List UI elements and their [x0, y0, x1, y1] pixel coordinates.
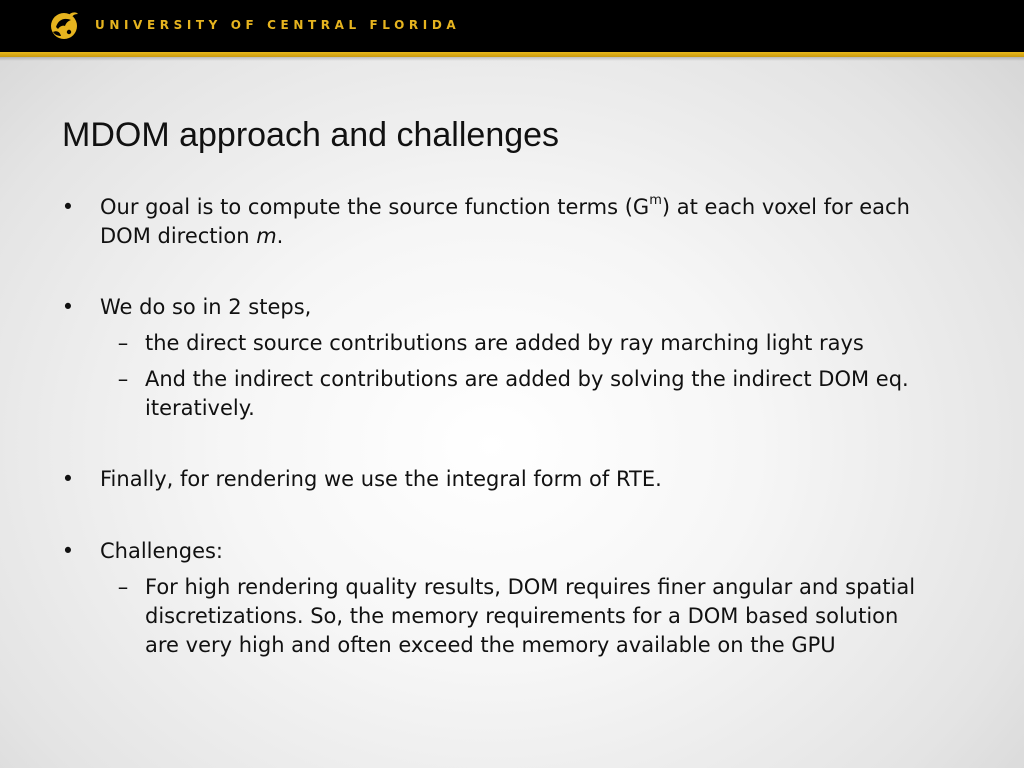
sub-bullet-4-1-line-1: For high rendering quality results, DOM requires finer angular and spatial — [145, 575, 916, 599]
bullet-marker: • — [61, 539, 75, 563]
sub-bullet-marker: – — [117, 367, 129, 391]
bullet-1-line-1 — [100, 193, 960, 222]
sub-bullet-marker: – — [117, 575, 129, 599]
bullet-1-text: Our goal is to compute the source function terms (G — [100, 195, 650, 219]
italic-m: m — [256, 224, 277, 248]
sub-bullet-marker: – — [117, 331, 129, 355]
bullet-marker: • — [61, 295, 75, 319]
bullet-1-text-cont: ) at each voxel for each — [661, 195, 910, 219]
bullet-4-text: Challenges: — [100, 539, 224, 563]
university-name: UNIVERSITY OF CENTRAL FLORIDA — [95, 18, 461, 32]
slide-title: MDOM approach and challenges — [62, 116, 560, 154]
bullet-marker: • — [61, 467, 75, 491]
sub-bullet-2-2-line-2: iteratively. — [145, 396, 255, 420]
sub-bullet-4-1-line-3: are very high and often exceed the memory available on the GPU — [145, 633, 836, 657]
bullet-marker: • — [61, 195, 75, 219]
sub-bullet-2-1-text: the direct source contributions are added by ray marching light rays — [145, 331, 864, 355]
bullet-1-line-2-end: . — [276, 224, 284, 248]
bullet-3-text: Finally, for rendering we use the integral form of RTE. — [100, 467, 662, 491]
bullet-2-text: We do so in 2 steps, — [100, 295, 312, 319]
sub-bullet-2-2-line-1: And the indirect contributions are added by solving the indirect DOM eq. — [145, 367, 909, 391]
bullet-1-line-2 — [100, 222, 960, 251]
bullet-1-line-2-text: DOM direction — [100, 224, 257, 248]
sub-bullet-4-1-line-2: discretizations. So, the memory requirements for a DOM based solution — [145, 604, 899, 628]
superscript-m: m — [649, 193, 662, 208]
